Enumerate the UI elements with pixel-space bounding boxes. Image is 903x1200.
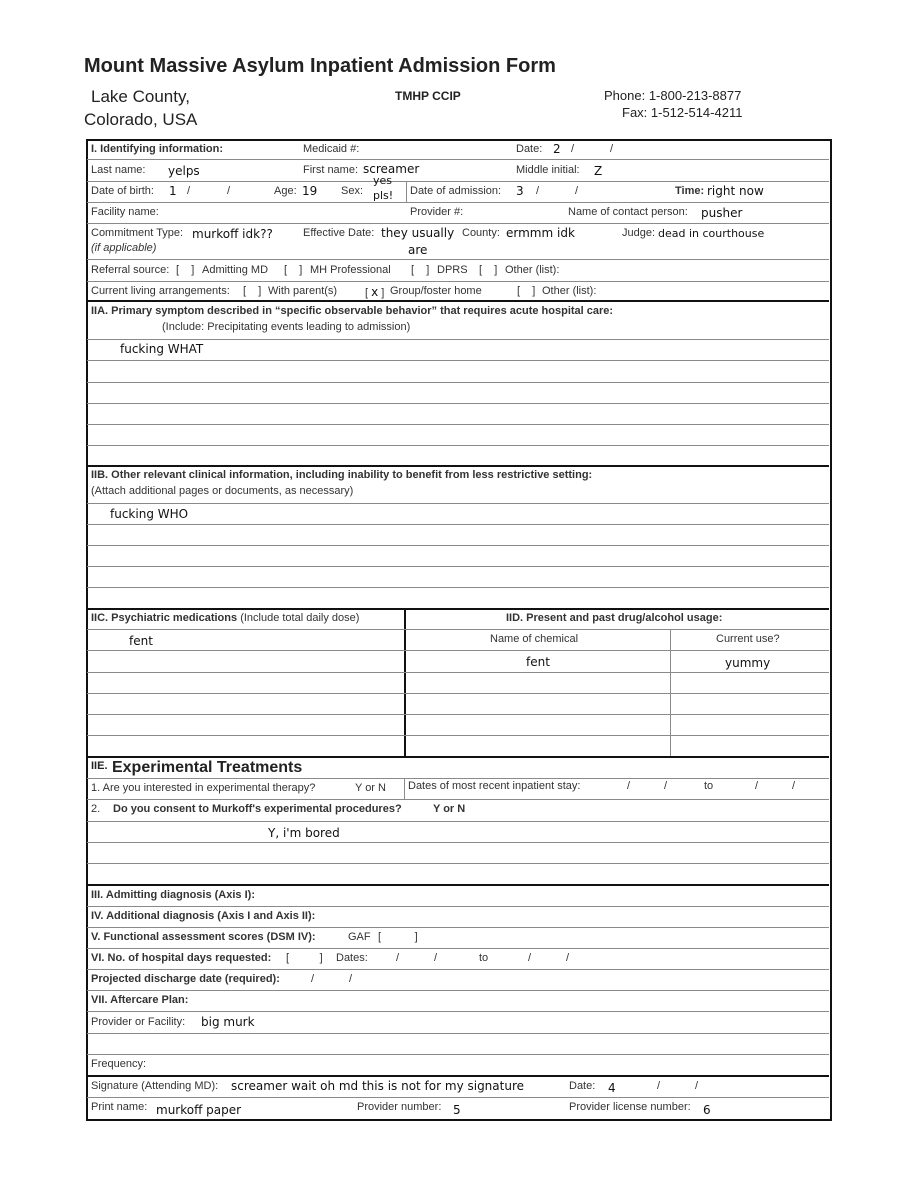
commitment-field[interactable]: murkoff idk?? (192, 227, 273, 241)
program-label: TMHP CCIP (395, 89, 461, 103)
commitment-sub: (if applicable) (91, 242, 157, 254)
row-line (87, 202, 829, 203)
stay-slash: / (664, 780, 668, 792)
row-line (87, 281, 829, 282)
date-field[interactable]: 2 (553, 142, 561, 156)
row-line (87, 1097, 829, 1098)
chemical-field[interactable]: fent (526, 655, 550, 669)
date-slash: / (571, 143, 575, 155)
row-line (87, 842, 829, 843)
provider-label: Provider #: (410, 206, 464, 218)
sex-field-line2[interactable]: pls! (373, 189, 394, 202)
row-line (87, 863, 829, 864)
referral-admitting-checkbox[interactable]: [ ] (176, 264, 195, 276)
section2b-heading: IIB. Other relevant clinical information, including inability to benefit from less restrictive setting: (91, 469, 593, 481)
commitment-label: Commitment Type: (91, 227, 184, 239)
row-line (87, 629, 829, 630)
phone: Phone: 1-800-213-8877 (604, 88, 742, 103)
hospital-days-label: VI. No. of hospital days requested: (91, 952, 272, 964)
sig-date-slash: / (695, 1080, 699, 1092)
dates-slash: / (434, 952, 438, 964)
referral-other-label: Other (list): (505, 264, 560, 276)
q1-text: 1. Are you interested in experimental therapy? (91, 782, 316, 794)
living-other-checkbox[interactable]: [ ] (517, 285, 536, 297)
row-line (87, 1033, 829, 1034)
section2c-answer[interactable]: fent (129, 634, 153, 648)
row-line (87, 223, 829, 224)
living-other-label: Other (list): (542, 285, 597, 297)
last-name-field[interactable]: yelps (168, 164, 200, 178)
row-line (87, 424, 829, 425)
section2b-answer[interactable]: fucking WHO (110, 507, 189, 521)
contact-field[interactable]: pusher (701, 206, 743, 220)
hospital-days-field[interactable]: [ ] (286, 952, 323, 964)
sig-date-label: Date: (569, 1080, 596, 1092)
dob-label: Date of birth: (91, 185, 154, 197)
q2-options[interactable]: Y or N (433, 803, 466, 815)
row-line (87, 181, 829, 182)
living-parents-label: With parent(s) (268, 285, 338, 297)
print-name-label: Print name: (91, 1101, 148, 1113)
sex-field-line1[interactable]: yes (373, 174, 393, 187)
signature-field[interactable]: screamer wait oh md this is not for my signature (231, 1079, 525, 1093)
fax: Fax: 1-512-514-4211 (622, 105, 743, 120)
judge-field[interactable]: dead in courthouse (658, 227, 765, 240)
row-line (87, 1011, 829, 1012)
living-group-label: Group/foster home (390, 285, 482, 297)
living-group-mark: x (371, 285, 379, 299)
stay-slash: / (792, 780, 796, 792)
middle-initial-label: Middle initial: (516, 164, 580, 176)
row-line (87, 339, 829, 340)
section2a-answer[interactable]: fucking WHAT (120, 342, 204, 356)
section2e-prefix: IIE. (91, 760, 108, 772)
effective-label: Effective Date: (303, 227, 375, 239)
col-line (670, 629, 671, 756)
signature-label: Signature (Attending MD): (91, 1080, 219, 1092)
functional-label: V. Functional assessment scores (DSM IV): (91, 931, 316, 943)
q2-num: 2. (91, 803, 101, 815)
discharge-slash: / (311, 973, 315, 985)
county-label: County: (462, 227, 500, 239)
dates-to: to (479, 952, 489, 964)
section-rule (87, 884, 829, 886)
section2a-sub: (Include: Precipitating events leading to admission) (162, 321, 411, 333)
admission-date-label: Date of admission: (410, 185, 502, 197)
row-line (87, 672, 829, 673)
discharge-slash: / (349, 973, 353, 985)
title-form: Inpatient Admission Form (309, 55, 556, 77)
row-line (87, 259, 829, 260)
living-label: Current living arrangements: (91, 285, 230, 297)
age-field[interactable]: 19 (302, 184, 318, 198)
dates-label: Dates: (336, 952, 368, 964)
dates-slash: / (396, 952, 400, 964)
q2-text: Do you consent to Murkoff's experimental procedures? (113, 803, 402, 815)
gaf-label: GAF (348, 931, 371, 943)
license-field[interactable]: 6 (703, 1103, 711, 1117)
section2e-heading-wrap (91, 759, 302, 777)
row-line (87, 927, 829, 928)
referral-dprs-label: DPRS (437, 264, 468, 276)
time-field[interactable]: right now (707, 184, 764, 198)
judge-label: Judge: (622, 227, 656, 239)
row-line (87, 545, 829, 546)
admission-slash: / (575, 185, 579, 197)
section2c-sub: (Include total daily dose) (240, 612, 360, 624)
row-line (87, 524, 829, 525)
facility-label: Facility name: (91, 206, 159, 218)
discharge-label: Projected discharge date (required): (91, 973, 280, 985)
location-line2: Colorado, USA (84, 110, 198, 129)
referral-dprs-checkbox[interactable]: [ ] (411, 264, 430, 276)
dob-slash: / (187, 185, 191, 197)
row-line (87, 566, 829, 567)
provider-number-label: Provider number: (357, 1101, 442, 1113)
section-rule (87, 608, 829, 610)
date-slash: / (610, 143, 614, 155)
row-line (87, 693, 829, 694)
section-rule (87, 465, 829, 467)
provider-facility-label: Provider or Facility: (91, 1016, 186, 1028)
living-parents-checkbox[interactable]: [ ] (243, 285, 262, 297)
section2b-sub: (Attach additional pages or documents, as necessary) (91, 485, 354, 497)
age-label: Age: (274, 185, 297, 197)
row-line (87, 650, 829, 651)
middle-initial-field[interactable]: Z (594, 164, 603, 178)
admission-slash: / (536, 185, 540, 197)
stay-slash: / (755, 780, 759, 792)
gaf-field[interactable]: [ ] (378, 931, 418, 943)
location-line1: Lake County, (91, 87, 190, 106)
sig-date-slash: / (657, 1080, 661, 1092)
time-label: Time: (675, 185, 705, 197)
col-line (404, 778, 405, 799)
section1-heading: I. Identifying information: (91, 143, 223, 155)
row-line (87, 948, 829, 949)
section2c-heading: IIC. Psychiatric medications (91, 612, 238, 624)
medicaid-label: Medicaid #: (303, 143, 360, 155)
section2c-heading-wrap (91, 612, 359, 624)
living-group-checkbox[interactable]: [ x ] (365, 285, 385, 299)
row-line (87, 503, 829, 504)
referral-admitting-label: Admitting MD (202, 264, 269, 276)
sex-label: Sex: (341, 185, 364, 197)
dob-field[interactable]: 1 (169, 184, 177, 198)
col-use-header: Current use? (716, 633, 780, 645)
row-line (87, 821, 829, 822)
row-line (87, 445, 829, 446)
row-line (87, 382, 829, 383)
use-field[interactable]: yummy (725, 656, 771, 670)
row-line (87, 360, 829, 361)
contact-label: Name of contact person: (568, 206, 688, 218)
section-rule (87, 1075, 829, 1077)
q1-options[interactable]: Y or N (355, 782, 386, 794)
print-name-field[interactable]: murkoff paper (156, 1103, 242, 1117)
license-label: Provider license number: (569, 1101, 691, 1113)
referral-mh-checkbox[interactable]: [ ] (284, 264, 303, 276)
referral-other-checkbox[interactable]: [ ] (479, 264, 498, 276)
provider-number-field[interactable]: 5 (453, 1103, 461, 1117)
additional-dx-label: IV. Additional diagnosis (Axis I and Axis II): (91, 910, 316, 922)
section2a-heading: IIA. Primary symptom described in “specific observable behavior” that requires acute hospital care: (91, 305, 614, 317)
form-title (84, 55, 556, 78)
row-line (87, 906, 829, 907)
sig-date-field[interactable]: 4 (608, 1081, 616, 1095)
last-name-label: Last name: (91, 164, 146, 176)
stay-slash: / (627, 780, 631, 792)
referral-label: Referral source: (91, 264, 170, 276)
dob-slash: / (227, 185, 231, 197)
row-line (87, 159, 829, 160)
admission-date-field[interactable]: 3 (516, 184, 524, 198)
row-line (87, 1054, 829, 1055)
stay-to: to (704, 780, 714, 792)
section-rule (87, 756, 829, 758)
q2-answer[interactable]: Y, i'm bored (268, 826, 340, 840)
provider-facility-field[interactable]: big murk (201, 1015, 255, 1029)
first-name-field[interactable]: screamer (363, 162, 420, 176)
row-line (87, 735, 829, 736)
admitting-dx-label: III. Admitting diagnosis (Axis I): (91, 889, 255, 901)
row-line (87, 778, 829, 779)
dates-slash: / (566, 952, 570, 964)
frequency-label: Frequency: (91, 1058, 147, 1070)
referral-mh-label: MH Professional (310, 264, 391, 276)
first-name-label: First name: (303, 164, 359, 176)
date-label: Date: (516, 143, 543, 155)
effective-field-line2[interactable]: are (408, 243, 428, 257)
section2d-heading: IID. Present and past drug/alcohol usage: (506, 612, 723, 624)
section-rule (87, 300, 829, 302)
col-chemical-header: Name of chemical (490, 633, 579, 645)
section2e-heading: Experimental Treatments (111, 759, 303, 776)
row-line (87, 990, 829, 991)
row-line (87, 714, 829, 715)
aftercare-label: VII. Aftercare Plan: (91, 994, 189, 1006)
row-line (87, 969, 829, 970)
title-org: Mount Massive Asylum (84, 55, 305, 77)
row-line (87, 799, 829, 800)
effective-field-line1[interactable]: they usually (381, 226, 455, 240)
row-line (87, 403, 829, 404)
dates-slash: / (528, 952, 532, 964)
stay-label: Dates of most recent inpatient stay: (408, 780, 581, 792)
county-field[interactable]: ermmm idk (506, 226, 575, 240)
col-line (406, 181, 407, 202)
row-line (87, 587, 829, 588)
